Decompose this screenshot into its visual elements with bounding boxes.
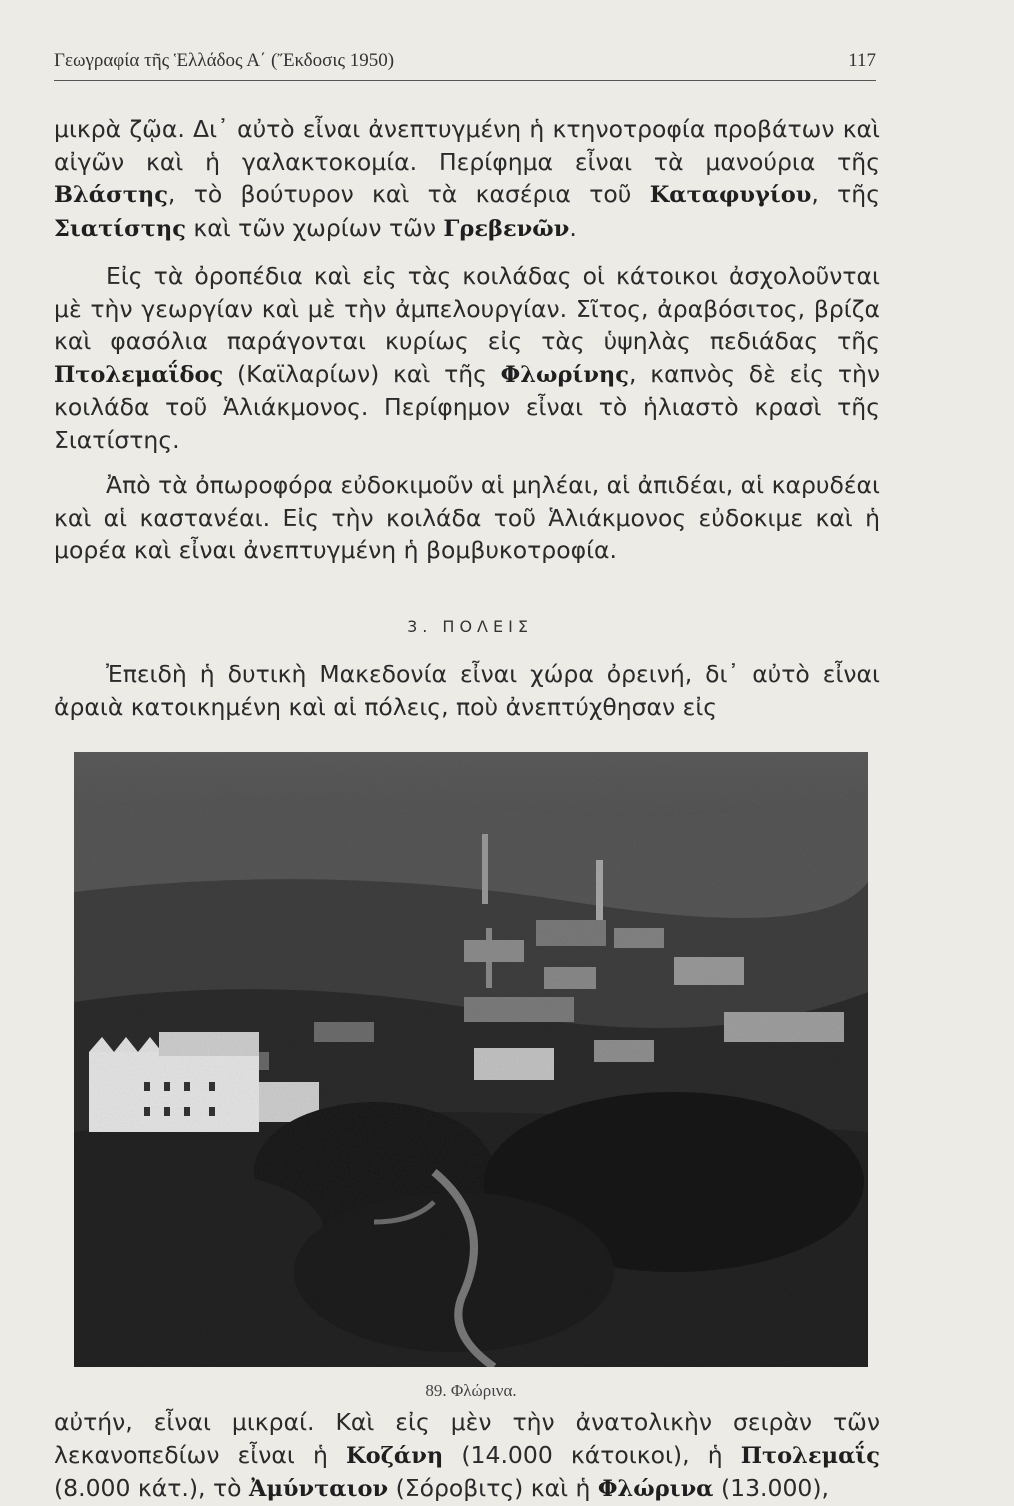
photo-illustration [74, 752, 868, 1367]
text-run: (13.000), [713, 1474, 830, 1503]
text-run: (Σόροβιτς) καὶ ἡ [388, 1474, 598, 1503]
text-run: , τῆς [811, 180, 880, 209]
text-run: , τὸ βούτυρον καὶ τὰ κασέρια τοῦ [167, 180, 650, 209]
place-name-katafygio: Καταφυγίου [649, 182, 812, 209]
text-run: αὐτήν, εἶναι μικραί. Καὶ εἰς μὲν τὴν ἀνατολικὴν σειρὰν τῶν λεκανοπεδίων εἶναι ἡ [54, 1408, 880, 1469]
text-run: . [569, 213, 577, 242]
header-title: Γεωγραφία τῆς Ἑλλάδος Α΄ (Ἔκδοσις 1950) [54, 50, 395, 71]
page-number: 117 [848, 50, 876, 71]
paragraph-agriculture [54, 260, 880, 457]
place-name-ptolemaida: Πτολεμαΐδος [54, 361, 224, 388]
place-name-siatista: Σιατίστης [54, 215, 186, 242]
paragraph-livestock [54, 113, 880, 245]
header-rule [54, 80, 876, 81]
place-name-vlasti: Βλάστης [54, 182, 168, 209]
text-run: Εἰς τὰ ὀροπέδια καὶ εἰς τὰς κοιλάδας οἱ κάτοικοι ἀσχολοῦνται μὲ τὴν γεωργίαν καὶ μὲ τὴν ἀμπελουργίαν. Σῖτος, ἀραβόσιτος, βρίζα καὶ φασόλια παράγονται κυρίως εἰς τὰς ὑψηλὰς πεδιάδας τῆς [54, 262, 880, 356]
figure-caption: 89. Φλώρινα. [425, 1381, 517, 1400]
paragraph-fruit-trees: Ἀπὸ τὰ ὀπωροφόρα εὐδοκιμοῦν αἱ μηλέαι, αἱ ἀπιδέαι, αἱ καρυδέαι καὶ αἱ καστανέαι. Εἰς τὴν κοιλάδα τοῦ Ἁλιάκμονος εὐδοκιμε καὶ ἡ μορέα καὶ εἶναι ἀνεπτυγμένη ἡ βομβυκοτροφία. [54, 471, 880, 565]
running-header [54, 50, 876, 72]
text-run: μικρὰ ζῷα. Δι᾿ αὐτὸ εἶναι ἀνεπτυγμένη ἡ κτηνοτροφία προβάτων καὶ αἰγῶν καὶ ἡ γαλακτοκομία. Περίφημα εἶναι τὰ μανούρια τῆς [54, 115, 880, 176]
text-run: (Καϊλαρίων) καὶ τῆς [223, 359, 501, 388]
florina-photograph [74, 752, 868, 1367]
place-name-grevena: Γρεβενῶν [443, 215, 570, 242]
place-name-ptolemais: Πτολεμαΐς [740, 1442, 880, 1469]
place-name-kozani: Κοζάνη [346, 1442, 444, 1469]
paragraph-cities-intro: Ἐπειδὴ ἡ δυτικὴ Μακεδονία εἶναι χώρα ὀρεινή, δι᾿ αὐτὸ εἶναι ἀραιὰ κατοικημένη καὶ αἱ πόλεις, ποὺ ἀνεπτύχθησαν εἰς [54, 660, 880, 721]
place-name-amyntaio: Ἀμύνταιον [248, 1476, 389, 1503]
text-run: , καπνὸς δὲ εἰς τὴν κοιλάδα τοῦ Ἁλιάκμονος. Περίφημον εἶναι τὸ ἡλιαστὸ κρασὶ τῆς Σιατίστης. [54, 359, 880, 454]
place-name-florina-city: Φλώρινα [597, 1476, 714, 1503]
text-run: (14.000 κάτοικοι), ἡ [443, 1440, 741, 1469]
text-run: καὶ τῶν χωρίων τῶν [185, 213, 444, 242]
place-name-florina: Φλωρίνης [500, 361, 629, 388]
paragraph-cities-list [54, 1406, 880, 1506]
section-heading: 3. ΠΟΛΕΙΣ [407, 617, 533, 636]
text-run: (8.000 κάτ.), τὸ [54, 1474, 249, 1503]
